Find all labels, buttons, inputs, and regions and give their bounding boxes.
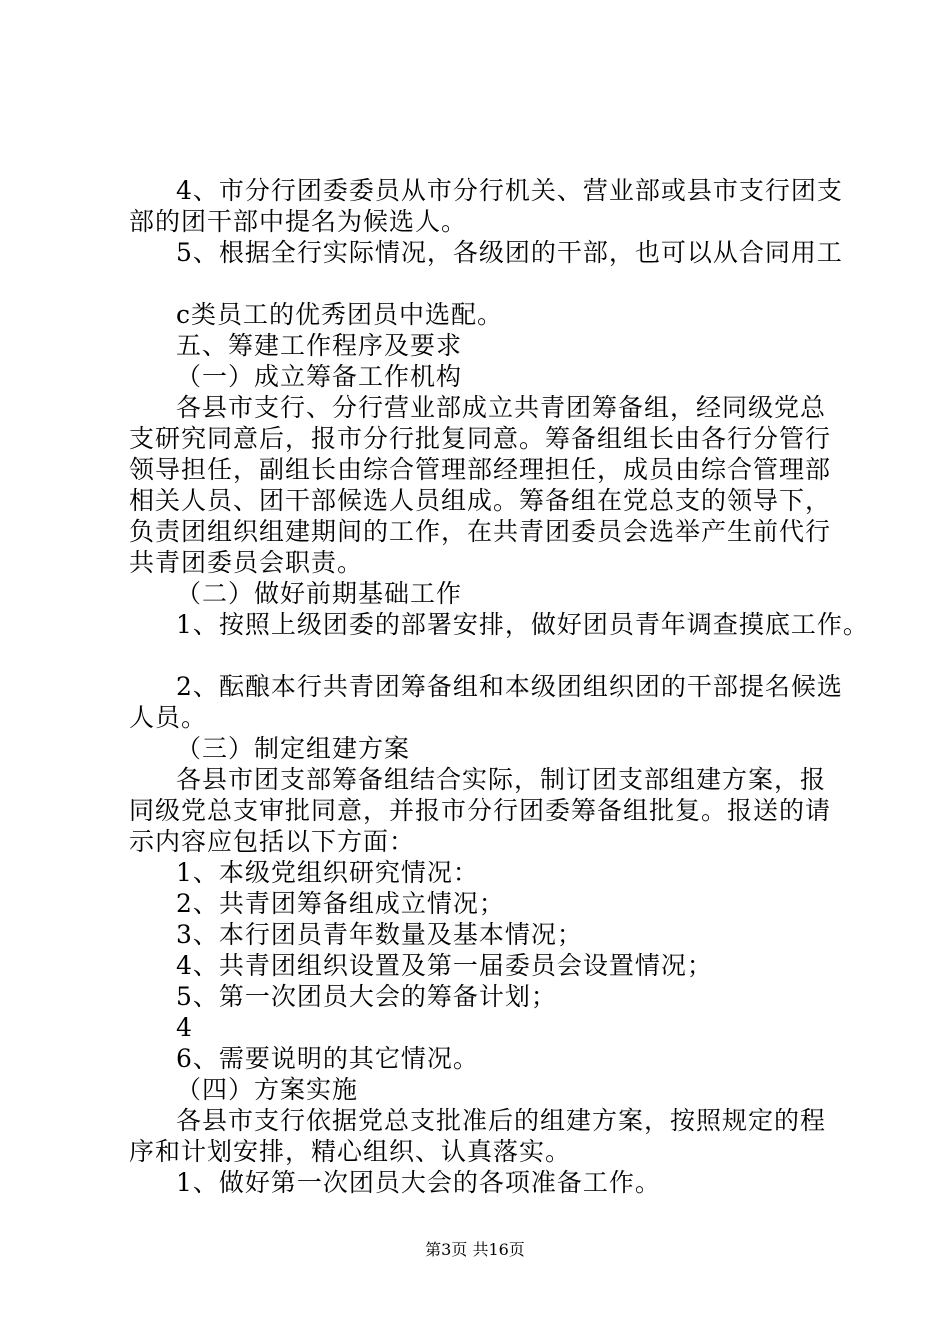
list-item: 5、第一次团员大会的筹备计划；	[176, 982, 557, 1011]
list-item: 2、共青团筹备组成立情况；	[176, 889, 505, 918]
text-line: 人员。	[129, 703, 208, 732]
text-line: 1、按照上级团委的部署安排，做好团员青年调查摸底工作。	[176, 610, 869, 639]
section-heading: 五、筹建工作程序及要求	[176, 331, 463, 360]
subsection-heading: （一）成立筹备工作机构	[176, 362, 463, 391]
text-line: 各县市支行、分行营业部成立共青团筹备组，经同级党总	[176, 393, 827, 422]
text-line: c类员工的优秀团员中选配。	[176, 300, 504, 329]
text-line: 5、根据全行实际情况，各级团的干部，也可以从合同用工	[176, 238, 843, 267]
text-line: 相关人员、团干部候选人员组成。筹备组在党总支的领导下，	[129, 486, 832, 515]
text-line: 2、酝酿本行共青团筹备组和本级团组织团的干部提名候选	[176, 672, 843, 701]
subsection-heading: （四）方案实施	[176, 1075, 359, 1104]
text-line: 各县市团支部筹备组结合实际，制订团支部组建方案，报	[176, 765, 827, 794]
text-line: 共青团委员会职责。	[129, 548, 364, 577]
text-line: 序和计划安排，精心组织、认真落实。	[129, 1137, 572, 1166]
page-number-footer: 第3页 共16页	[425, 1240, 525, 1259]
subsection-heading: （三）制定组建方案	[176, 734, 411, 763]
list-item: 1、本级党组织研究情况：	[176, 858, 479, 887]
text-line: 示内容应包括以下方面：	[129, 827, 416, 856]
list-item: 1、做好第一次团员大会的各项准备工作。	[176, 1168, 661, 1197]
list-item: 4、共青团组织设置及第一届委员会设置情况；	[176, 951, 713, 980]
text-line: 4、市分行团委委员从市分行机关、营业部或县市支行团支	[176, 176, 843, 205]
text-line: 领导担任，副组长由综合管理部经理担任，成员由综合管理部	[129, 455, 832, 484]
text-line: 4	[176, 1013, 193, 1042]
subsection-heading: （二）做好前期基础工作	[176, 579, 463, 608]
text-line: 支研究同意后，报市分行批复同意。筹备组组长由各行分管行	[129, 424, 832, 453]
list-item: 6、需要说明的其它情况。	[176, 1044, 479, 1073]
text-line: 负责团组织组建期间的工作，在共青团委员会选举产生前代行	[129, 517, 832, 546]
text-line: 各县市支行依据党总支批准后的组建方案，按照规定的程	[176, 1106, 827, 1135]
list-item: 3、本行团员青年数量及基本情况；	[176, 920, 583, 949]
text-line: 部的团干部中提名为候选人。	[129, 207, 468, 236]
text-line: 同级党总支审批同意，并报市分行团委筹备组批复。报送的请	[129, 796, 832, 825]
